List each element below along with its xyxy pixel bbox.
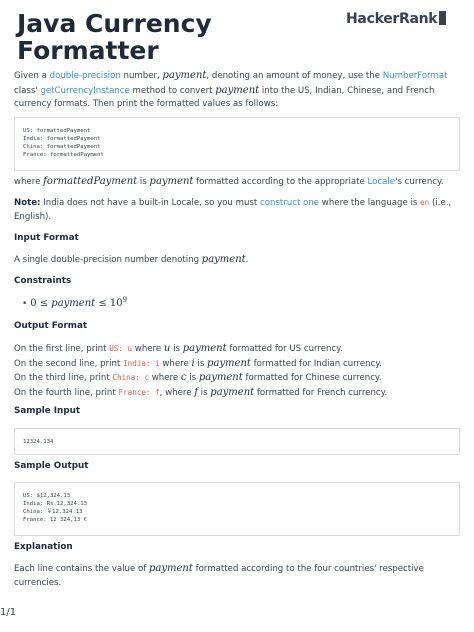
brand-mark-icon <box>439 11 446 25</box>
sample-input-heading: Sample Input <box>14 406 81 416</box>
note-label: Note: <box>14 198 41 208</box>
output-variable: u <box>163 343 171 354</box>
title-line-2: Formatter <box>17 36 159 65</box>
where-text: 's currency. <box>395 177 444 187</box>
note-text: where the language is <box>319 198 421 208</box>
output-format-heading: Output Format <box>14 321 88 331</box>
output-line <box>14 371 460 386</box>
format-line: France: formattedPayment <box>23 152 104 158</box>
output-text: where <box>159 358 192 369</box>
sample-output-line: France: 12 324,13 € <box>23 517 87 523</box>
output-text: is <box>170 344 183 354</box>
output-variable: f <box>194 386 198 398</box>
output-code: China: c <box>112 373 150 383</box>
page-number: 1/1 <box>0 607 17 618</box>
payment-variable: payment <box>215 84 260 96</box>
note-paragraph <box>14 196 460 224</box>
input-format-text <box>14 253 460 268</box>
formatted-payment-variable: formattedPayment <box>43 176 138 187</box>
en-code: en <box>420 198 430 207</box>
where-text: where <box>14 177 44 187</box>
output-variable: c <box>180 372 187 384</box>
sample-output-line: US: $12,324.13 <box>23 493 71 499</box>
page-title <box>17 10 317 64</box>
output-code: France: f <box>118 387 160 397</box>
where-text: is <box>137 177 150 187</box>
explanation-sentence: formatted according to the four countries' respective currencies. <box>14 564 424 588</box>
output-text: , where <box>159 387 195 398</box>
bullet-icon: • <box>22 299 28 309</box>
output-format-list <box>14 342 460 400</box>
format-line: China: formattedPayment <box>23 144 101 150</box>
payment-variable: payment <box>198 372 243 384</box>
payment-variable: payment <box>149 176 194 187</box>
intro-text: , denoting an amount of money, use the <box>206 71 383 81</box>
where-paragraph <box>14 175 460 190</box>
sample-output-box <box>14 482 460 536</box>
sample-output-line: China: ￥12,324.13 <box>23 509 83 515</box>
output-line <box>14 386 460 401</box>
output-code: India: i <box>123 358 160 368</box>
output-line <box>14 342 460 357</box>
sample-input-value: 12324.134 <box>23 439 54 445</box>
output-text: On the fourth line, print <box>14 387 119 398</box>
output-text: is <box>186 373 199 384</box>
intro-text: Given a <box>14 71 50 81</box>
double-precision-link[interactable]: double-precision <box>49 71 121 81</box>
title-line-1: Java Currency <box>17 9 212 38</box>
payment-variable: payment <box>162 70 207 81</box>
payment-variable: payment <box>207 357 251 369</box>
sample-input-box <box>14 428 460 455</box>
intro-text: method to convert <box>129 85 216 96</box>
output-text: On the second line, print <box>14 358 124 369</box>
format-code-box <box>14 117 460 171</box>
numberformat-link[interactable]: NumberFormat <box>382 71 448 81</box>
output-text: formatted for French currency. <box>254 387 388 398</box>
output-text: On the third line, print <box>14 373 113 384</box>
output-code: US: u <box>109 344 133 353</box>
intro-text: number, <box>120 71 163 81</box>
output-text: On the first line, print <box>14 344 110 354</box>
constraint-left: 0 ≤ <box>30 298 52 309</box>
output-text: is <box>194 358 208 369</box>
payment-variable: payment <box>51 298 96 309</box>
constraint-right: ≤ 10 <box>95 298 123 309</box>
payment-variable: payment <box>201 254 246 265</box>
output-text: formatted for US currency. <box>226 344 343 354</box>
explanation-sentence: Each line contains the value of <box>14 564 150 574</box>
output-text: formatted for Chinese currency. <box>242 373 382 384</box>
input-format-heading: Input Format <box>14 233 79 243</box>
format-line: India: formattedPayment <box>23 136 101 142</box>
locale-link[interactable]: Locale <box>367 177 396 187</box>
output-text: formatted for Indian currency. <box>250 358 382 369</box>
input-format-sentence: A single double-precision number denoting <box>14 255 202 265</box>
explanation-text <box>14 562 460 590</box>
constraints-heading: Constraints <box>14 276 72 286</box>
constraint-item <box>22 296 127 309</box>
intro-text: class' <box>14 85 38 96</box>
input-format-sentence: . <box>245 255 249 265</box>
output-variable: i <box>191 357 195 369</box>
output-text: where <box>132 344 164 354</box>
output-text: where <box>149 373 181 384</box>
output-text: is <box>197 387 211 398</box>
sample-output-heading: Sample Output <box>14 461 89 471</box>
intro-text: into the US, Indian, Chinese, and French currency formats. Then print the formatted values as follows: <box>14 85 435 110</box>
format-line: US: formattedPayment <box>23 128 91 134</box>
payment-variable: payment <box>149 563 193 574</box>
explanation-heading: Explanation <box>14 542 73 552</box>
brand-text: HackerRank <box>346 11 438 27</box>
hackerrank-logo <box>346 11 446 27</box>
payment-variable: payment <box>210 386 255 398</box>
sample-output-line: India: Rs.12,324.13 <box>23 501 87 507</box>
output-line <box>14 357 460 372</box>
payment-variable: payment <box>182 343 227 354</box>
getcurrencyinstance-link[interactable]: getCurrencyInstance <box>40 85 130 96</box>
where-text: formatted according to the appropriate <box>193 177 368 187</box>
intro-paragraph <box>14 69 460 112</box>
note-text: (i.e., English). <box>14 198 452 222</box>
note-text: India does not have a built-in Locale, so you must <box>40 198 260 208</box>
construct-one-link[interactable]: construct one <box>260 198 320 208</box>
constraint-exponent: 9 <box>122 296 128 304</box>
